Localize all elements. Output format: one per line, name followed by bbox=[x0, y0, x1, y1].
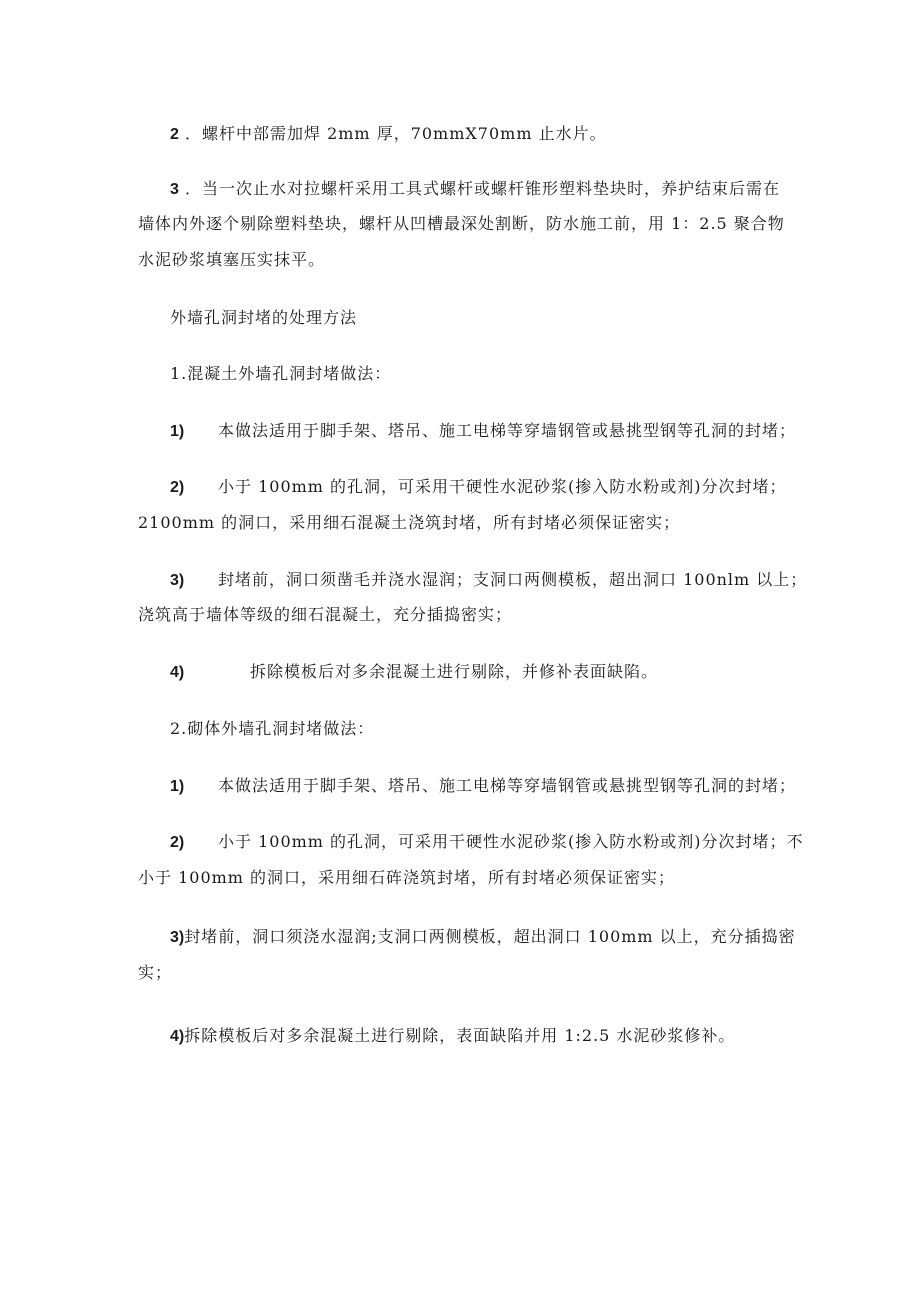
paragraph-3-line-1 bbox=[170, 179, 780, 200]
item-text: 拆除模板后对多余混凝土进行剔除，表面缺陷并用 1:2.5 水泥砂浆修补。 bbox=[184, 1026, 736, 1045]
paragraph-number: 2 bbox=[170, 126, 179, 143]
paragraph-3-line-3: 水泥砂浆填塞压实抹平。 bbox=[138, 250, 326, 269]
section-2-item-3-line-2: 实； bbox=[138, 963, 173, 982]
section-1-item-2-line-1 bbox=[170, 477, 787, 498]
item-number: 3) bbox=[170, 929, 185, 946]
item-number: 1) bbox=[170, 778, 185, 795]
section-1-title: 1.混凝土外墙孔洞封堵做法： bbox=[170, 364, 392, 383]
section-2-title: 2.砌体外墙孔洞封堵做法： bbox=[170, 719, 375, 738]
item-text: 本做法适用于脚手架、塔吊、施工电梯等穿墙钢管或悬挑型钢等孔洞的封堵； bbox=[218, 776, 797, 795]
section-2-item-3-line-1 bbox=[170, 927, 796, 948]
section-2-item-1 bbox=[170, 776, 796, 797]
paragraph-2 bbox=[170, 124, 607, 145]
item-number: 2) bbox=[170, 479, 185, 496]
section-2-item-2-line-1 bbox=[170, 832, 804, 853]
item-text: 拆除模板后对多余混凝土进行剔除，并修补表面缺陷。 bbox=[250, 662, 659, 681]
section-1-item-3-line-1 bbox=[170, 570, 807, 591]
item-text: 小于 100mm 的孔洞，可采用干硬性水泥砂浆(掺入防水粉或剂)分次封堵；不 bbox=[218, 832, 804, 851]
item-number: 2) bbox=[170, 834, 185, 851]
item-text: 封堵前，洞口须浇水湿润;支洞口两侧模板，超出洞口 100mm 以上，充分插捣密 bbox=[184, 927, 796, 946]
item-number: 4) bbox=[170, 1028, 185, 1045]
section-2-item-2-line-2: 小于 100mm 的洞口，采用细石砗浇筑封堵，所有封堵必须保证密实； bbox=[138, 868, 676, 887]
paragraph-text: ．螺杆中部需加焊 2mm 厚，70mmX70mm 止水片。 bbox=[178, 124, 607, 143]
section-heading: 外墙孔洞封堵的处理方法 bbox=[170, 308, 358, 327]
section-1-item-4 bbox=[170, 662, 658, 683]
paragraph-text: ．当一次止水对拉螺杆采用工具式螺杆或螺杆锥形塑料垫块时，养护结束后需在 bbox=[178, 179, 780, 198]
section-2-item-4 bbox=[170, 1026, 735, 1047]
section-1-item-3-line-2: 浇筑高于墙体等级的细石混凝土，充分插捣密实； bbox=[138, 605, 513, 624]
item-number: 4) bbox=[170, 664, 185, 681]
item-number: 1) bbox=[170, 423, 185, 440]
paragraph-3-line-2: 墙体内外逐个剔除塑料垫块，螺杆从凹槽最深处割断，防水施工前，用 1：2.5 聚合物 bbox=[138, 214, 785, 233]
item-text: 封堵前，洞口须凿毛并浇水湿润；支洞口两侧模板，超出洞口 100nlm 以上； bbox=[218, 570, 808, 589]
section-1-item-1 bbox=[170, 421, 796, 442]
item-text: 小于 100mm 的孔洞，可采用干硬性水泥砂浆(掺入防水粉或剂)分次封堵； bbox=[218, 477, 787, 496]
section-1-item-2-line-2: 2100mm 的洞口，采用细石混凝土浇筑封堵，所有封堵必须保证密实； bbox=[138, 513, 681, 532]
item-number: 3) bbox=[170, 572, 185, 589]
paragraph-number: 3 bbox=[170, 181, 179, 198]
item-text: 本做法适用于脚手架、塔吊、施工电梯等穿墙钢管或悬挑型钢等孔洞的封堵； bbox=[218, 421, 797, 440]
